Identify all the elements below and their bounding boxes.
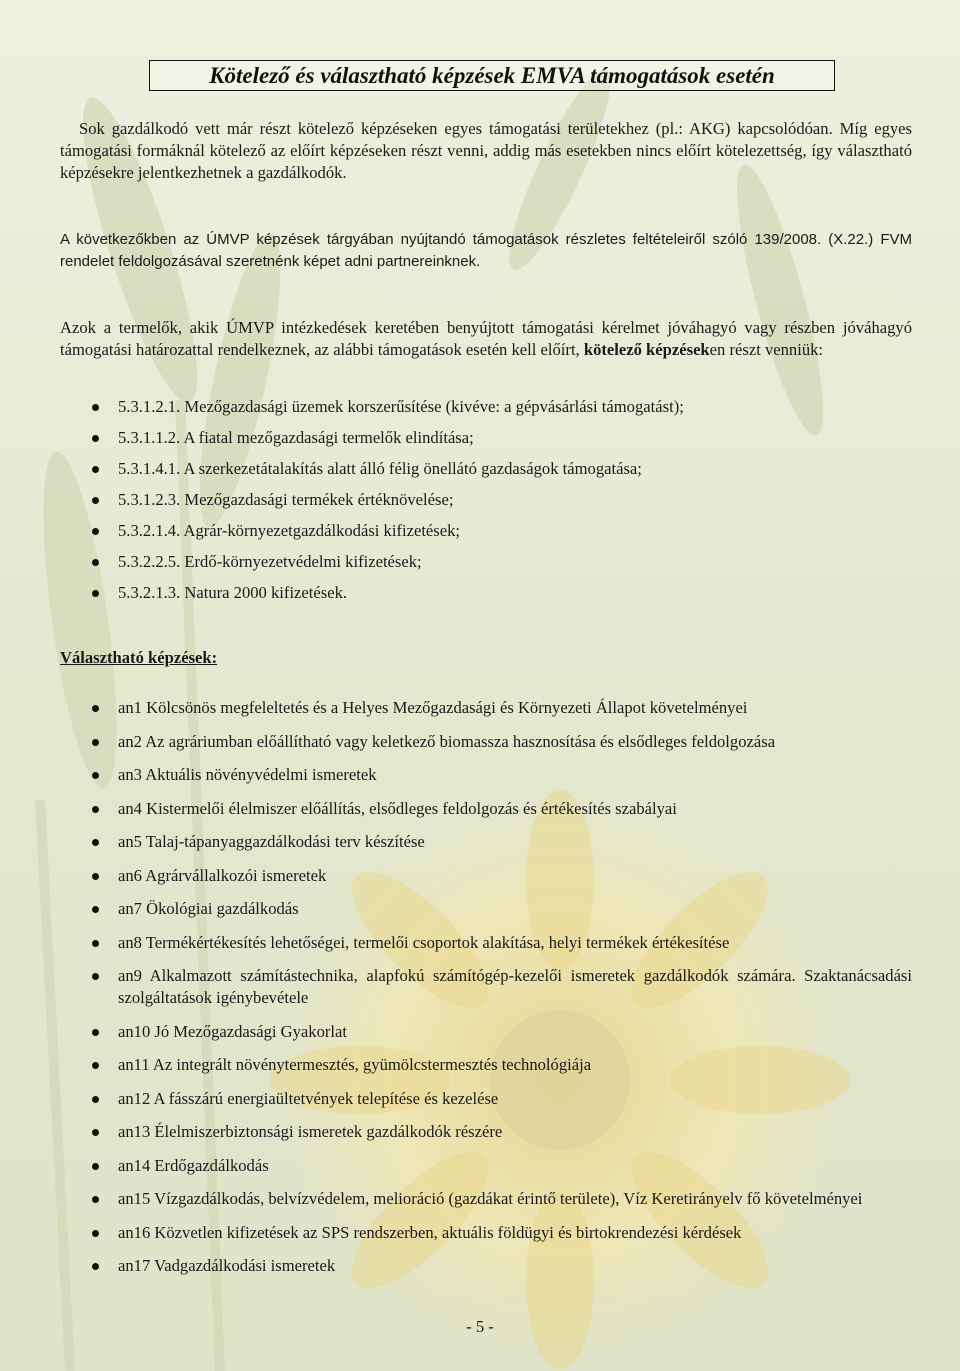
optional-trainings-heading: Választható képzések: [60,648,218,667]
list-item: an9 Alkalmazott számítástechnika, alapfokú számítógép-kezelői ismeretek gazdálkodók számára. Szaktanácsadási szolgáltatások igénybevétele [60,965,912,1009]
optional-trainings-list [60,697,912,1289]
list-item: an3 Aktuális növényvédelmi ismeretek [60,764,912,786]
list-item: an11 Az integrált növénytermesztés, gyümölcstermesztés technológiája [60,1054,912,1076]
list-item: 5.3.2.1.3. Natura 2000 kifizetések. [60,582,912,604]
list-item: an13 Élelmiszerbiztonsági ismeretek gazdálkodók részére [60,1121,912,1143]
list-item: an5 Talaj-tápanyaggazdálkodási terv készítése [60,831,912,853]
list-item: 5.3.1.2.1. Mezőgazdasági üzemek korszerűsítése (kivéve: a gépvásárlási támogatást); [60,396,912,418]
list-item: an17 Vadgazdálkodási ismeretek [60,1255,912,1277]
regulation-paragraph: A következőkben az ÚMVP képzések tárgyában nyújtandó támogatások részletes feltételeiről szóló 139/2008. (X.22.) FVM rendelet feldolgozásával szeretnénk képet adni partnereinknek. [60,231,912,270]
list-item: an2 Az agráriumban előállítható vagy keletkező biomassza hasznosítása és elsődleges feldolgozása [60,731,912,753]
list-item: an7 Ökológiai gazdálkodás [60,898,912,920]
mandatory-emphasis: kötelező képzések [583,340,710,359]
list-item: 5.3.2.2.5. Erdő-környezetvédelmi kifizetések; [60,551,912,573]
list-item: 5.3.1.1.2. A fiatal mezőgazdasági termelők elindítása; [60,427,912,449]
list-item: an15 Vízgazdálkodás, belvízvédelem, melioráció (gazdákat érintő területe), Víz Keretirányelv fő követelményei [60,1188,912,1210]
list-item: an10 Jó Mezőgazdasági Gyakorlat [60,1021,912,1043]
list-item: 5.3.2.1.4. Agrár-környezetgazdálkodási kifizetések; [60,520,912,542]
page-number: - 5 - [466,1317,494,1336]
mandatory-trainings-list [60,396,912,613]
mandatory-intro-paragraph [60,317,912,361]
intro-paragraph: Sok gazdálkodó vett már részt kötelező képzéseken egyes támogatási területekhez (pl.: AKG) kapcsolódóan. Míg egyes támogatási formáknál kötelező az előírt képzéseken részt venni, addig más esetekben nincs előírt kötelezettség, így választható képzésekre jelentkezhetnek a gazdálkodók. [60,119,912,182]
list-item: an6 Agrárvállalkozói ismeretek [60,865,912,887]
list-item: an14 Erdőgazdálkodás [60,1155,912,1177]
list-item: 5.3.1.4.1. A szerkezetátalakítás alatt álló félig önellátó gazdaságok támogatása; [60,458,912,480]
list-item: an4 Kistermelői élelmiszer előállítás, elsődleges feldolgozás és értékesítés szabályai [60,798,912,820]
mandatory-intro-text: Azok a termelők, akik ÚMVP intézkedések keretében benyújtott támogatási kérelmet jóváhagyó vagy részben jóváhagyó támogatási határozattal rendelkeznek, az alábbi támogatások esetén kell előírt, [60,318,912,359]
list-item: an8 Termékértékesítés lehetőségei, termelői csoportok alakítása, helyi termékek értékesítése [60,932,912,954]
list-item: an1 Kölcsönös megfeleltetés és a Helyes Mezőgazdasági és Környezeti Állapot követelményei [60,697,912,719]
page-title: Kötelező és választható képzések EMVA támogatások esetén [149,60,835,91]
mandatory-intro-tail: en részt venniük: [709,340,824,359]
list-item: an16 Közvetlen kifizetések az SPS rendszerben, aktuális földügyi és birtokrendezési kérdések [60,1222,912,1244]
list-item: 5.3.1.2.3. Mezőgazdasági termékek értéknövelése; [60,489,912,511]
list-item: an12 A fásszárú energiaültetvények telepítése és kezelése [60,1088,912,1110]
